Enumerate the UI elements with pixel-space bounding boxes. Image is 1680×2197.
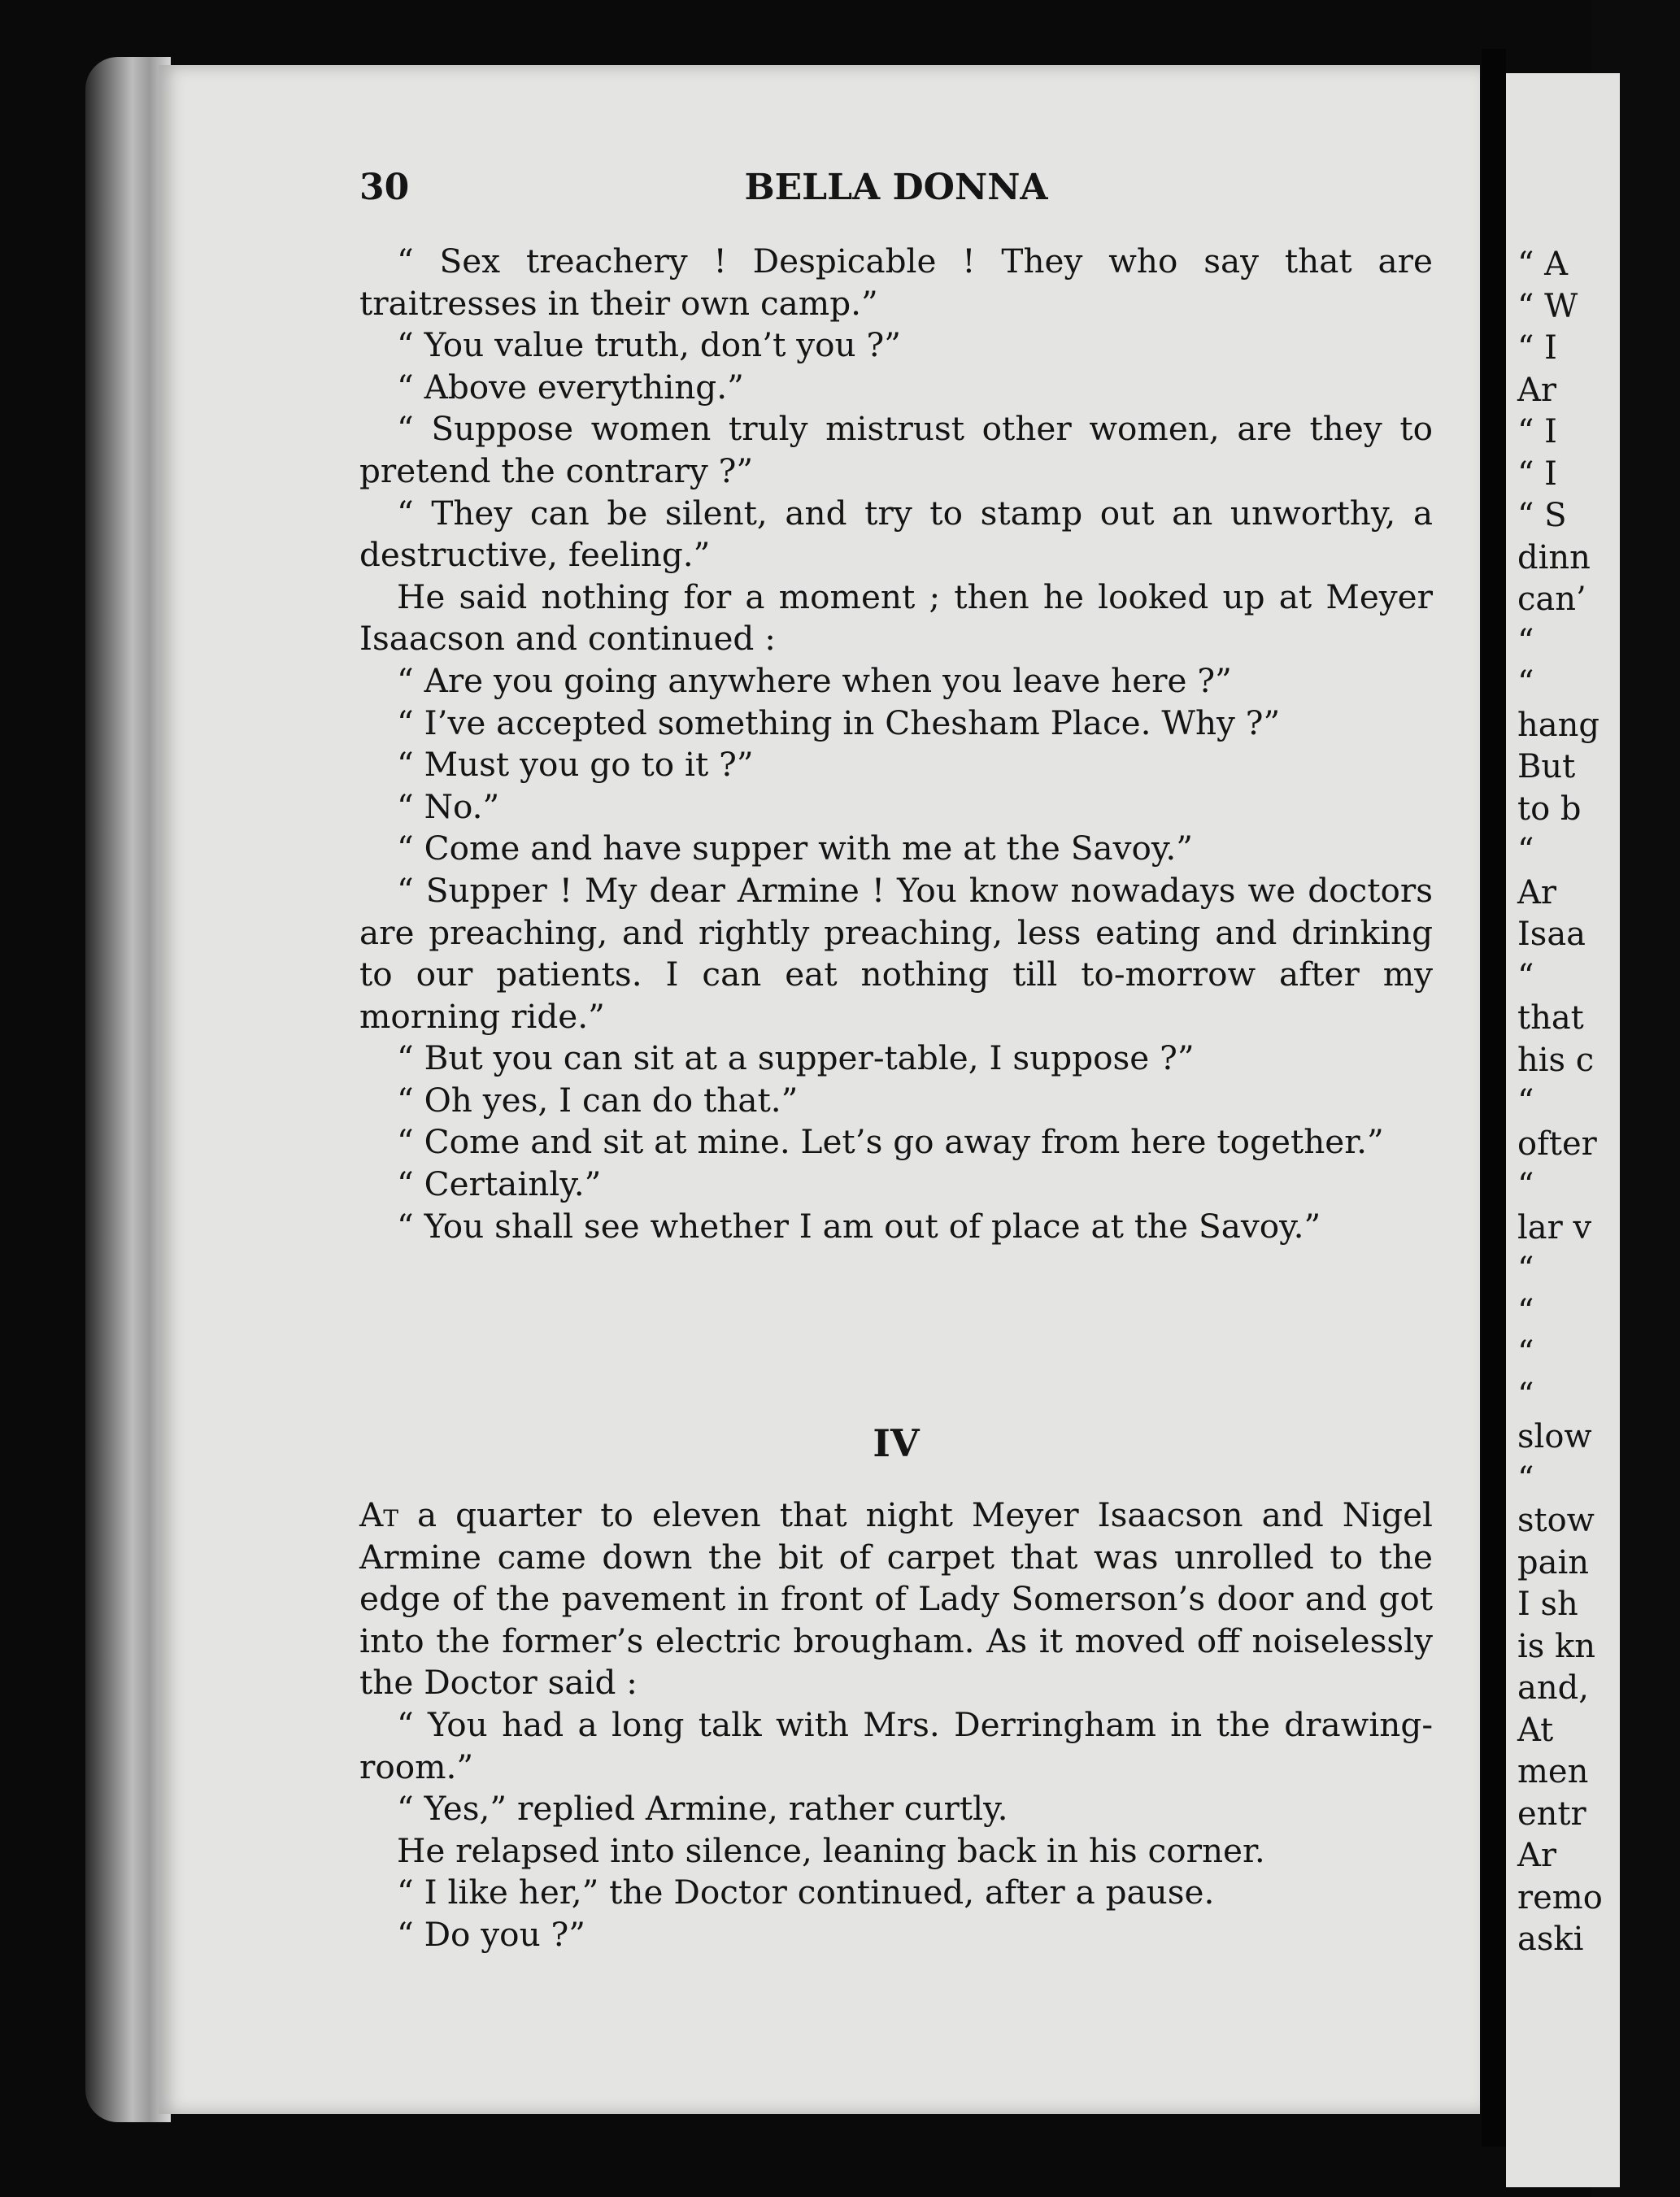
body-text-section-1 <box>359 241 1433 1247</box>
facing-page-line: Ar <box>1517 1837 1557 1874</box>
facing-page-line: slow <box>1517 1418 1592 1455</box>
facing-page-line: “ <box>1517 1376 1534 1414</box>
chapter-lead-word: At <box>359 1495 398 1534</box>
paragraph: “ I’ve accepted something in Chesham Place. Why ?” <box>397 703 1281 742</box>
facing-page-line: and, <box>1517 1669 1589 1707</box>
facing-page-line: ofter <box>1517 1125 1597 1163</box>
facing-page-line: aski <box>1517 1921 1584 1958</box>
facing-page-line: Isaa <box>1517 916 1586 953</box>
facing-page-line: “ <box>1517 1334 1534 1372</box>
paragraph: “ Yes,” replied Armine, rather curtly. <box>397 1789 1008 1829</box>
paragraph: “ Suppose women truly mistrust other women, are they to pretend the contrary ?” <box>359 409 1433 490</box>
facing-page-line: “ A <box>1517 246 1569 283</box>
facing-page-line: “ <box>1517 664 1534 702</box>
paragraph: “ Oh yes, I can do that.” <box>397 1080 799 1120</box>
facing-page-text <box>1517 244 1680 1961</box>
paragraph: He relapsed into silence, leaning back in his corner. <box>397 1830 1265 1870</box>
facing-page-line: But <box>1517 748 1576 785</box>
paragraph: “ No.” <box>397 786 500 826</box>
facing-page-line: stow <box>1517 1502 1595 1539</box>
facing-page-line: At <box>1517 1711 1554 1749</box>
paragraph: “ They can be silent, and try to stamp out an unworthy, a destructive, feeling.” <box>359 493 1433 575</box>
facing-page-line: men <box>1517 1753 1589 1790</box>
facing-page-line: pain <box>1517 1543 1590 1581</box>
paragraph: “ Are you going anywhere when you leave here ?” <box>397 660 1232 700</box>
facing-page-line: Ar <box>1517 371 1557 409</box>
facing-page-line: “ <box>1517 1251 1534 1288</box>
facing-page-line: “ I <box>1517 329 1557 367</box>
facing-page-line: to b <box>1517 790 1582 828</box>
facing-page-line: his c <box>1517 1041 1595 1079</box>
facing-page-line: Ar <box>1517 873 1557 911</box>
facing-page <box>1506 73 1620 2187</box>
paragraph: “ Certainly.” <box>397 1164 602 1204</box>
facing-page-line: that <box>1517 999 1584 1037</box>
chapter-opening-text: a quarter to eleven that night Meyer Isaacson and Nigel Armine came down the bit of carpet that was unrolled to the edge of the pavement in front of Lady Somerson’s door and got into the former’s electric brougham. As it moved off noiselessly the Doctor said : <box>359 1495 1433 1703</box>
facing-page-line: “ <box>1517 957 1534 995</box>
paragraph: “ Come and have supper with me at the Savoy.” <box>397 829 1193 868</box>
facing-page-line: “ <box>1517 1167 1534 1204</box>
facing-page-line: is kn <box>1517 1627 1596 1665</box>
paragraph: “ But you can sit at a supper-table, I suppose ?” <box>397 1038 1195 1078</box>
chapter-heading: IV <box>873 1421 920 1465</box>
facing-page-line: entr <box>1517 1795 1586 1833</box>
paragraph: “ You shall see whether I am out of place at the Savoy.” <box>397 1206 1321 1246</box>
facing-page-line: hang <box>1517 706 1599 744</box>
facing-page-line: can’ <box>1517 581 1586 618</box>
paragraph: “ You had a long talk with Mrs. Derringham in the drawing-room.” <box>359 1704 1433 1786</box>
facing-page-line: “ I <box>1517 413 1557 450</box>
facing-page-line: lar v <box>1517 1208 1592 1246</box>
paragraph: “ Supper ! My dear Armine ! You know nowadays we doctors are preaching, and rightly preaching, less eating and drinking to our patients. I can eat nothing till to-morrow after my morning ride.” <box>359 870 1433 1036</box>
paragraph: “ I like her,” the Doctor continued, after a pause. <box>397 1873 1215 1912</box>
facing-page-line: “ <box>1517 622 1534 660</box>
chapter-opening-paragraph <box>359 1494 1433 1704</box>
paragraph: “ Above everything.” <box>397 367 744 407</box>
facing-page-line: “ <box>1517 1292 1534 1330</box>
facing-page-line: dinn <box>1517 538 1591 576</box>
facing-page-line: “ <box>1517 1083 1534 1120</box>
facing-page-line: remo <box>1517 1878 1603 1916</box>
facing-page-line: I sh <box>1517 1586 1578 1623</box>
facing-page-line: “ I <box>1517 455 1557 493</box>
gutter-shadow <box>1482 49 1506 2147</box>
facing-page-line: “ S <box>1517 497 1567 534</box>
running-title: BELLA DONNA <box>744 167 1048 208</box>
body-text-section-2 <box>359 1494 1433 1956</box>
facing-page-line: “ W <box>1517 287 1578 325</box>
facing-page-line: “ <box>1517 1460 1534 1498</box>
paragraph: “ Do you ?” <box>397 1914 585 1954</box>
paragraph: “ Must you go to it ?” <box>397 745 754 785</box>
paragraph: He said nothing for a moment ; then he looked up at Meyer Isaacson and continued : <box>359 576 1433 659</box>
facing-page-line: “ <box>1517 832 1534 869</box>
paragraph: “ You value truth, don’t you ?” <box>397 325 901 365</box>
page-number: 30 <box>359 167 410 208</box>
paragraph: “ Sex treachery ! Despicable ! They who say that are traitresses in their own camp.” <box>359 241 1433 323</box>
paragraph: “ Come and sit at mine. Let’s go away from here together.” <box>397 1122 1384 1162</box>
